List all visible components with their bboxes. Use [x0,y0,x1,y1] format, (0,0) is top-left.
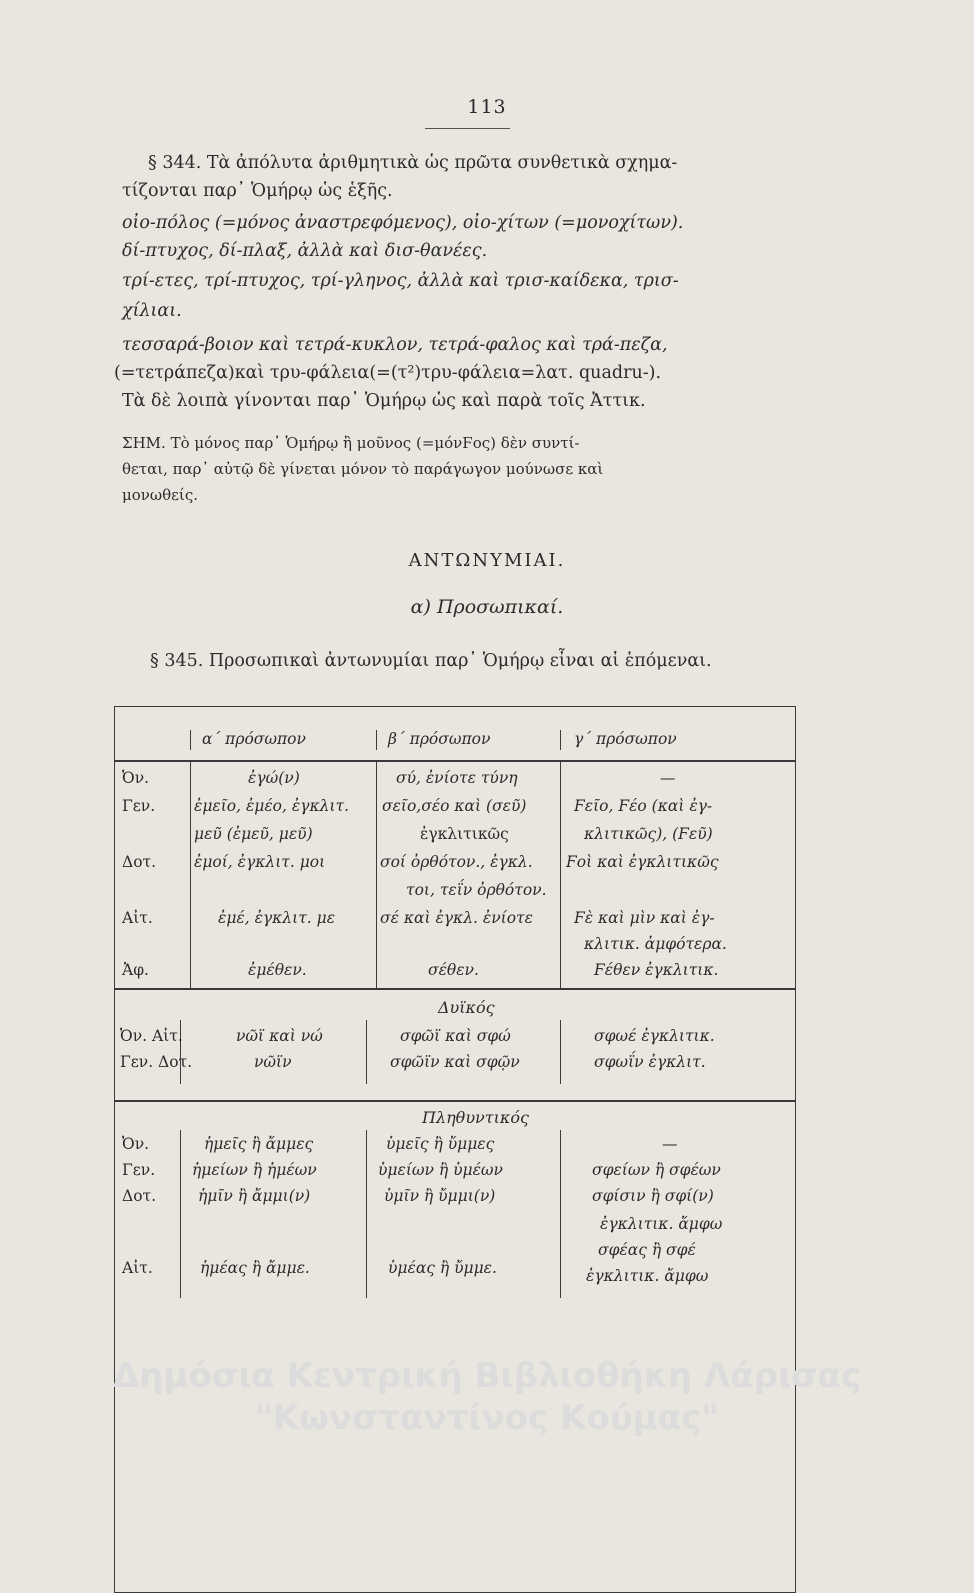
cell-pl-3: σφίσιν ἢ σφί(ν) [592,1187,714,1205]
column-divider [560,762,561,988]
column-divider [560,1020,561,1084]
column-divider [366,1130,367,1298]
cell-pl-1: ἡμέας ἢ ἄμμε. [200,1259,310,1277]
row-label-genitive: Γεν. [122,797,156,815]
note-line: ΣΗΜ. Τὸ μόνος παρ᾽ Ὁμήρῳ ἢ μοῦνος (=μόνϜος) δὲν συντί- [122,434,580,452]
cell-pl-1: ἡμεῖς ἢ ἄμμες [204,1135,314,1153]
library-watermark-line1: Δημόσια Κεντρική Βιβλιοθήκη Λάρισας [112,1356,862,1396]
column-divider [366,1020,367,1084]
dual-row-label: Γεν. Δοτ. [120,1053,193,1071]
text-line: τεσσαρά-βοιον καὶ τετρά-κυκλον, τετρά-φαλος καὶ τρά-πεζα, [122,335,668,355]
cell-sg-1: ἐμέ, ἐγκλιτ. με [218,909,336,927]
cell-sg-2: ἐγκλιτικῶς [420,825,509,843]
cell-sg-3: κλιτικῶς), (Ϝεῦ) [584,825,713,843]
page-number: 113 [467,96,507,118]
page-number-rule [425,128,510,129]
cell-sg-3: Ϝέθεν ἐγκλιτικ. [594,961,719,979]
table-section-rule [114,1100,796,1102]
column-divider [376,762,377,988]
cell-du-1: νῶϊν [254,1053,292,1071]
column-divider [560,1130,561,1298]
column-divider [190,762,191,988]
row-label-ablative: Ἀφ. [122,961,149,979]
cell-sg-2: σοί ὀρθότον., ἐγκλ. [380,853,533,871]
cell-sg-1: ἐμέθεν. [248,961,307,979]
cell-pl-1: ἡμείων ἢ ἡμέων [192,1161,317,1179]
plural-row-label: Δοτ. [122,1187,157,1205]
cell-sg-3: — [660,769,676,787]
cell-sg-2: σέ καὶ ἐγκλ. ἐνίοτε [380,909,533,927]
cell-sg-1: ἐγώ(ν) [248,769,300,787]
section-heading: ΑΝΤΩΝΥΜΙΑΙ. [408,550,566,571]
cell-pl-3: σφέας ἢ σφέ [598,1241,696,1259]
cell-du-1: νῶϊ καὶ νώ [236,1027,323,1045]
cell-sg-1: μεῦ (ἐμεῦ, μεῦ) [194,825,313,843]
note-line: θεται, παρ᾽ αὐτῷ δὲ γίνεται μόνον τὸ παράγωγον μούνωσε καὶ [122,460,604,478]
cell-du-3: σφωΐν ἐγκλιτ. [594,1053,706,1071]
library-watermark-line2: "Κωνσταντίνος Κούμας" [255,1398,719,1438]
cell-pl-1: ἡμῖν ἢ ἄμμι(ν) [198,1187,311,1205]
header-divider [190,730,191,750]
note-line: μονωθείς. [122,486,198,504]
cell-sg-3: Ϝεῖο, Ϝέο (καὶ ἐγ- [574,797,713,815]
column-divider [180,1130,181,1298]
text-line: τίζονται παρ᾽ Ὁμήρῳ ὡς ἑξῆς. [122,181,393,201]
cell-sg-1: ἐμοί, ἐγκλιτ. μοι [194,853,326,871]
plural-section-title: Πληθυντικός [422,1108,529,1127]
row-label-nominative: Ὀν. [122,769,150,787]
cell-pl-2: ὑμείων ἢ ὑμέων [378,1161,503,1179]
col-header-third-person: γ΄ πρόσωπον [574,730,677,748]
cell-sg-3: κλιτικ. ἀμφότερα. [584,935,727,953]
col-header-second-person: β΄ πρόσωπον [388,730,491,748]
row-label-dative: Δοτ. [122,853,157,871]
dual-section-title: Δυϊκός [438,998,495,1017]
header-divider [376,730,377,750]
cell-sg-3: Ϝὲ καὶ μὶν καὶ ἐγ- [574,909,715,927]
text-line: δί-πτυχος, δί-πλαξ, ἀλλὰ καὶ δισ-θανέες. [122,241,488,261]
plural-row-label: Αἰτ. [122,1259,153,1277]
subsection-heading: α) Προσωπικαί. [410,596,564,618]
cell-sg-3: Ϝοὶ καὶ ἐγκλιτικῶς [566,853,719,871]
cell-pl-3: ἐγκλιτικ. ἄμφω [600,1215,723,1233]
text-line: § 344. Τὰ ἀπόλυτα ἀριθμητικὰ ὡς πρῶτα συνθετικὰ σχημα- [148,153,678,173]
text-line: χίλιαι. [122,301,182,321]
header-divider [560,730,561,750]
cell-pl-3: ἐγκλιτικ. ἄμφω [586,1267,709,1285]
section-345-intro: § 345. Προσωπικαὶ ἀντωνυμίαι παρ᾽ Ὁμήρῳ εἶναι αἱ ἑπόμεναι. [150,651,712,671]
cell-pl-2: ὑμέας ἢ ὔμμε. [388,1259,497,1277]
cell-du-2: σφῶϊν καὶ σφῷν [390,1053,520,1071]
col-header-first-person: α΄ πρόσωπον [202,730,306,748]
dual-row-label: Ὀν. Αἰτ. [120,1027,183,1045]
cell-sg-2: σεῖο,σέο καὶ (σεῦ) [382,797,527,815]
text-line: Τὰ δὲ λοιπὰ γίνονται παρ᾽ Ὁμήρῳ ὡς καὶ παρὰ τοῖς Ἀττικ. [122,391,646,411]
table-header-rule [114,760,796,762]
plural-row-label: Γεν. [122,1161,156,1179]
cell-du-2: σφῶϊ καὶ σφώ [400,1027,511,1045]
cell-pl-3: σφείων ἢ σφέων [592,1161,721,1179]
cell-sg-2: τοι, τεΐν ὀρθότον. [406,881,547,899]
row-label-accusative: Αἰτ. [122,909,153,927]
cell-pl-3: — [662,1135,678,1153]
cell-sg-1: ἐμεῖο, ἐμέο, ἐγκλιτ. [194,797,350,815]
plural-row-label: Ὀν. [122,1135,150,1153]
cell-sg-2: σέθεν. [428,961,479,979]
text-line: τρί-ετες, τρί-πτυχος, τρί-γληνος, ἀλλὰ καὶ τρισ-καίδεκα, τρισ- [122,271,679,291]
cell-du-3: σφωέ ἐγκλιτικ. [594,1027,715,1045]
cell-sg-2: σύ, ἐνίοτε τύνη [396,769,518,787]
table-section-rule [114,988,796,990]
cell-pl-2: ὑμῖν ἢ ὔμμι(ν) [384,1187,496,1205]
text-line: οἰο-πόλος (=μόνος ἀναστρεφόμενος), οἰο-χίτων (=μονοχίτων). [122,213,684,233]
cell-pl-2: ὑμεῖς ἢ ὔμμες [386,1135,495,1153]
text-line: (=τετράπεζα)καὶ τρυ-φάλεια(=(τ²)τρυ-φάλεια=λατ. quadru-). [114,363,662,383]
